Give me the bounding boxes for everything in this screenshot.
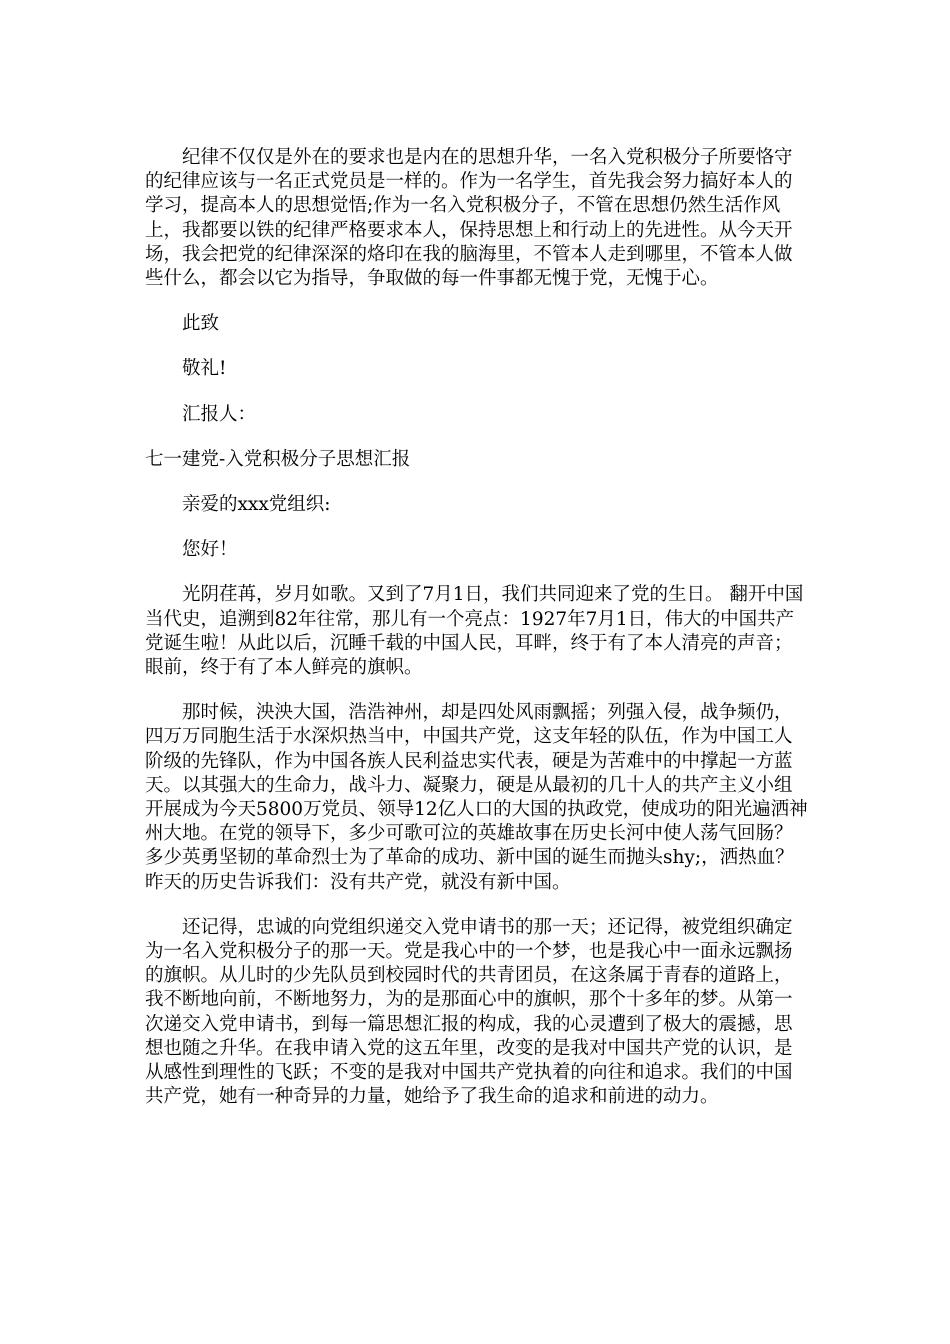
letter-addressee: 亲爱的xxx党组织: — [182, 494, 331, 516]
reporter-signature-line: 汇报人： — [182, 403, 257, 425]
section-title: 七一建党-入党积极分子思想汇报 — [145, 448, 411, 470]
paragraph-personal-journey: 还记得，忠诚的向党组织递交入党申请书的那一天；还记得，被党组织确定为一名入党积极分子的那一天。党是我心中的一个梦，也是我心中一面永远飘扬的旗帜。从儿时的少先队员到校园时代的共青团员，在这条属于青春的道路上，我不断地向前，不断地努力，为的是那面心中的旗帜，那个十多年的梦。从第一次递交入党申请书，到每一篇思想汇报的构成，我的心灵遭到了极大的震撼，思想也随之升华。在我申请入党的这五年里，改变的是我对中国共产党的认识，是从感性到理性的飞跃；不变的是我对中国共产党执着的向往和追求。我们的中国共产党，她有一种奇异的力量，她给予了我生命的追求和前进的动力。 — [145, 916, 793, 1108]
paragraph-history: 那时候，泱泱大国，浩浩神州，却是四处风雨飘摇；列强入侵，战争频仍，四万万同胞生活于水深炽热当中，中国共产党，这支年轻的队伍，作为中国工人阶级的先锋队，作为中国各族人民利益忠实代表，硬是为苦难中的中撑起一方蓝天。以其强大的生命力，战斗力、凝聚力，硬是从最初的几十人的共产主义小组开展成为今天5800万党员、领导12亿人口的大国的执政党，使成功的阳光遍洒神州大地。在党的领导下，多少可歌可泣的英雄故事在历史长河中使人荡气回肠？多少英勇坚韧的革命烈士为了革命的成功、新中国的诞生而抛头shy;，洒热血？昨天的历史告诉我们：没有共产党，就没有新中国。 — [145, 702, 808, 893]
document-page — [145, 146, 810, 1131]
closing-salutation: 此致 — [182, 313, 220, 335]
paragraph-discipline: 纪律不仅仅是外在的要求也是内在的思想升华，一名入党积极分子所要恪守的纪律应该与一名正式党员是一样的。作为一名学生，首先我会努力搞好本人的学习，提高本人的思想觉悟;作为一名入党积极分子，不管在思想仍然生活作风上，我都要以铁的纪律严格要求本人，保持思想上和行动上的先进性。从今天开场，我会把党的纪律深深的烙印在我的脑海里，不管本人走到哪里，不管本人做些什么，都会以它为指导，争取做的每一件事都无愧于党，无愧于心。 — [145, 147, 793, 290]
letter-greeting: 您好！ — [182, 539, 238, 561]
paragraph-party-birthday: 光阴荏苒，岁月如歌。又到了7月1日，我们共同迎来了党的生日。 翻开中国当代史，追溯到82年往常，那儿有一个亮点：1927年7月1日，伟大的中国共产党诞生啦！从此以后，沉睡千载的中国人民，耳畔，终于有了本人清亮的声音；眼前，终于有了本人鲜亮的旗帜。 — [145, 584, 804, 679]
closing-regards: 敬礼! — [182, 358, 227, 380]
